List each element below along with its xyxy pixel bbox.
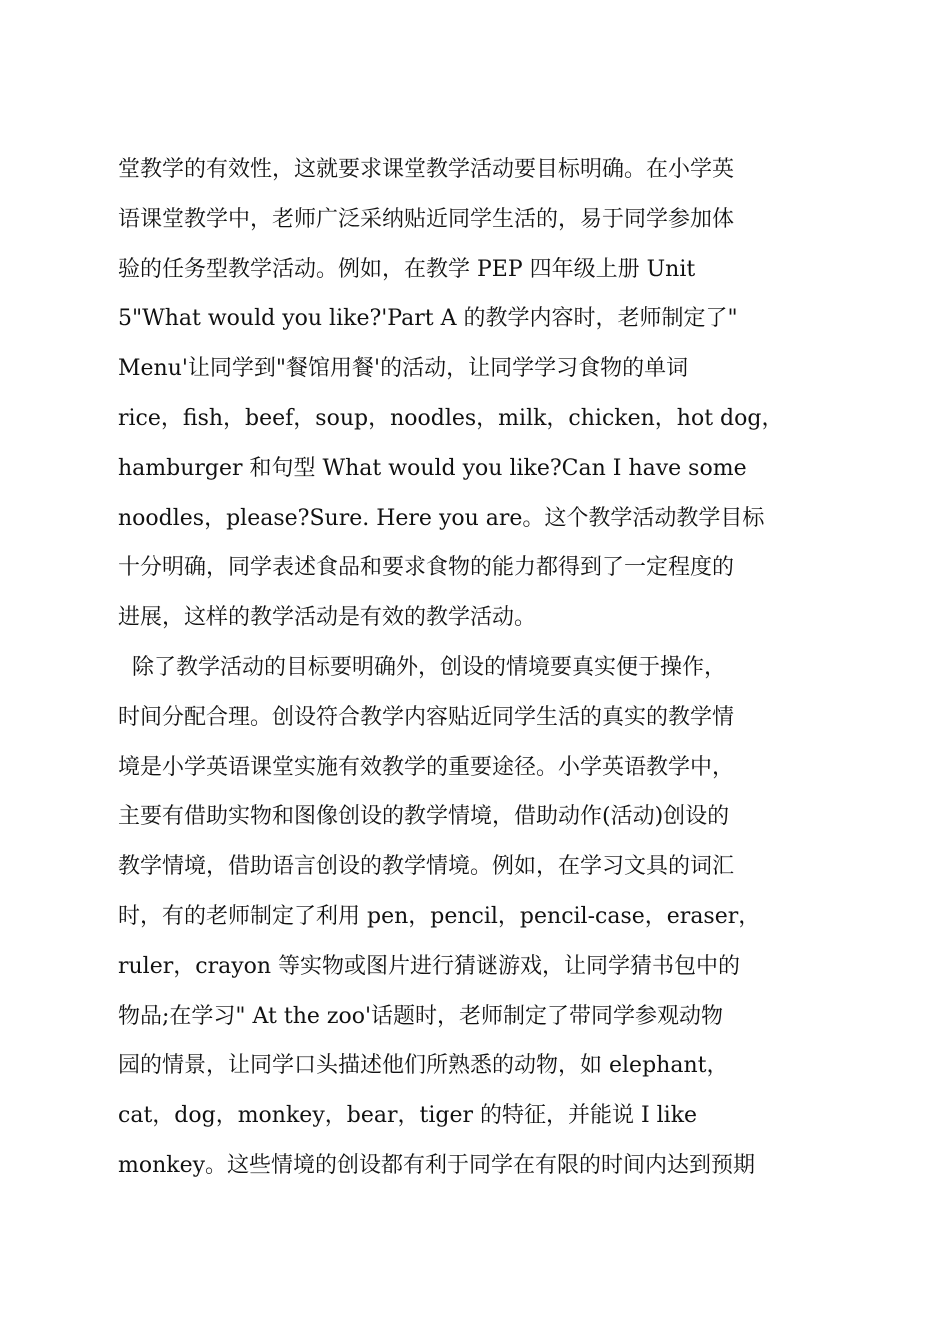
text-line: 境是小学英语课堂实施有效教学的重要途径。小学英语教学中，	[118, 754, 735, 780]
text-line: 园的情景，让同学口头描述他们所熟悉的动物，如 elephant，	[118, 1053, 729, 1079]
text-line: 教学情境，借助语言创设的教学情境。例如，在学习文具的词汇	[118, 854, 735, 880]
text-line: monkey。这些情境的创设都有利于同学在有限的时间内达到预期	[118, 1152, 756, 1178]
text-line: Menu'让同学到"餐馆用餐'的活动，让同学学习食物的单词	[118, 356, 689, 382]
text-line: 物品;在学习" At the zoo'话题时，老师制定了带同学参观动物	[118, 1003, 724, 1029]
text-line: 十分明确，同学表述食品和要求食物的能力都得到了一定程度的	[118, 555, 735, 581]
body-text	[118, 145, 838, 1191]
text-line: 时间分配合理。创设符合教学内容贴近同学生活的真实的教学情	[118, 704, 735, 730]
text-line: ruler，crayon 等实物或图片进行猜谜游戏，让同学猜书包中的	[118, 953, 741, 979]
text-line: 验的任务型教学活动。例如，在教学 PEP 四年级上册 Unit	[118, 256, 696, 282]
text-line: 进展，这样的教学活动是有效的教学活动。	[118, 605, 537, 631]
text-line: cat，dog，monkey，bear，tiger 的特征，并能说 I like	[118, 1103, 698, 1129]
text-line: noodles，please?Sure. Here you are。这个教学活动教学目标	[118, 505, 765, 531]
text-line: 时，有的老师制定了利用 pen，pencil，pencil-case，eraser，	[118, 903, 761, 929]
text-line: 堂教学的有效性，这就要求课堂教学活动要目标明确。在小学英	[118, 157, 735, 182]
text-line: 除了教学活动的目标要明确外，创设的情境要真实便于操作，	[118, 654, 726, 680]
text-line: hamburger 和句型 What would you like?Can I have some	[118, 455, 747, 481]
text-line: 语课堂教学中，老师广泛采纳贴近同学生活的，易于同学参加体	[118, 206, 735, 232]
text-line: 5"What would you like?'Part A 的教学内容时，老师制定了"	[118, 306, 738, 332]
text-line: 主要有借助实物和图像创设的教学情境，借助动作(活动)创设的	[118, 804, 730, 830]
text-line: rice，fish，beef，soup，noodles，milk，chicken，hot dog，	[118, 405, 784, 431]
